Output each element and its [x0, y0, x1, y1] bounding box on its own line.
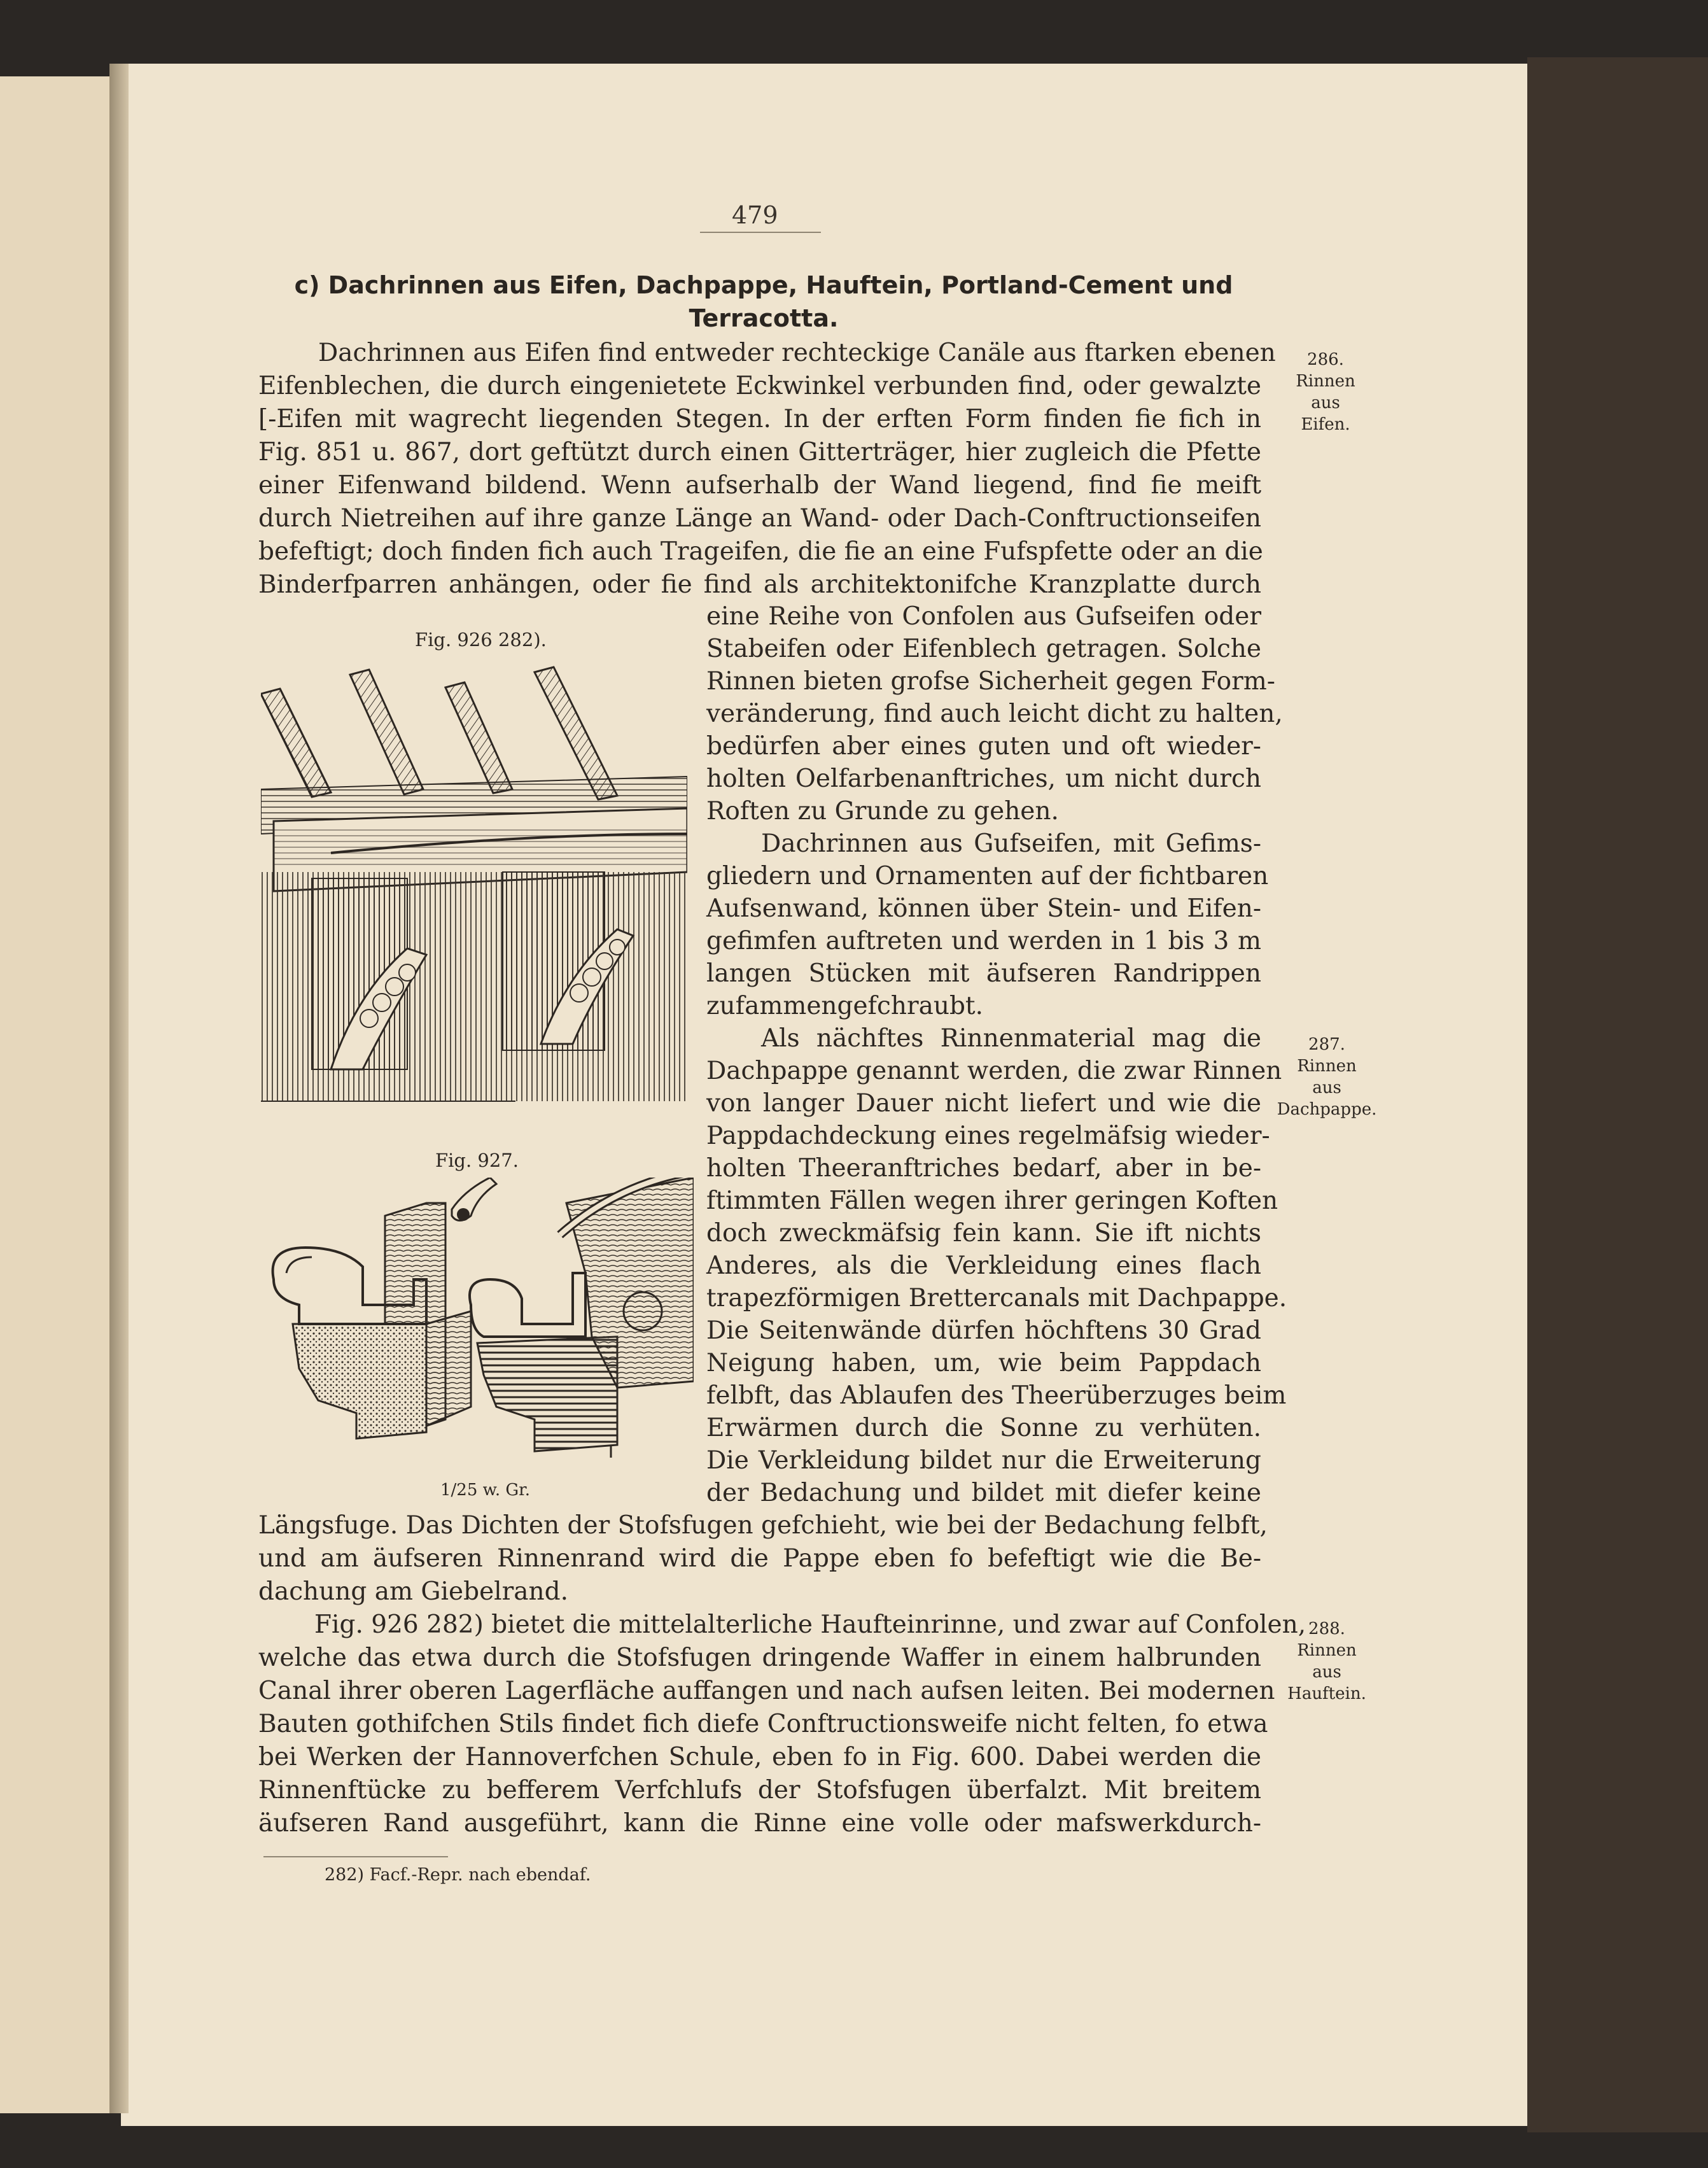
- text-line: und am äufseren Rinnenrand wird die Pappe eben fo befeftigt wie die Be-: [258, 1544, 1261, 1573]
- text-line: doch zweckmäfsig fein kann. Sie ift nichts: [706, 1219, 1261, 1248]
- text-line: gefimfen auftreten und werden in 1 bis 3 m: [706, 927, 1261, 955]
- fig-926-illustration: [261, 662, 687, 1120]
- section-heading: [255, 269, 1273, 335]
- text-line: eine Reihe von Confolen aus Gufseifen oder: [706, 602, 1261, 631]
- book-cover-edge: [1527, 57, 1708, 2132]
- margin-note-line: aus: [1312, 1663, 1341, 1682]
- footnote-rule: [263, 1856, 448, 1857]
- text-line: Roften zu Grunde zu gehen.: [706, 797, 1059, 826]
- text-line: bei Werken der Hannoverfchen Schule, eben fo in Fig. 600. Dabei werden die: [258, 1743, 1261, 1771]
- margin-note-number: 288.: [1308, 1619, 1345, 1638]
- text-line: Dachrinnen aus Gufseifen, mit Gefims-: [761, 829, 1261, 858]
- page-number: 479: [732, 201, 778, 229]
- margin-note-line: Rinnen: [1297, 1641, 1357, 1660]
- text-line: Fig. 926 282) bietet die mittelalterliche Haufteinrinne, und zwar auf Confolen,: [314, 1610, 1306, 1639]
- text-line: befeftigt; doch finden fich auch Trageifen, die fie an eine Fufspfette oder an die: [258, 537, 1263, 566]
- text-line: Dachpappe genannt werden, die zwar Rinnen: [706, 1057, 1282, 1085]
- margin-note-number: 286.: [1307, 350, 1344, 369]
- fig-926-caption: Fig. 926 282).: [415, 629, 547, 651]
- text-line: welche das etwa durch die Stofsfugen dringende Waffer in einem halbrunden: [258, 1644, 1261, 1672]
- text-line: Aufsenwand, können über Stein- und Eifen-: [706, 894, 1261, 923]
- heading-line-1: c) Dachrinnen aus Eifen, Dachpappe, Hauftein, Portland-Cement und: [294, 271, 1233, 299]
- text-line: [-Eifen mit wagrecht liegenden Stegen. In der erften Form finden fie fich in: [258, 405, 1261, 433]
- text-line: Dachrinnen aus Eifen find entweder rechteckige Canäle aus ftarken ebenen: [318, 339, 1276, 367]
- margin-note-line: Rinnen: [1296, 372, 1355, 391]
- text-line: Rinnen bieten grofse Sicherheit gegen Form-: [706, 667, 1275, 696]
- text-line: dachung am Giebelrand.: [258, 1577, 569, 1606]
- text-line: durch Nietreihen auf ihre ganze Länge an Wand- oder Dach-Conftructionseifen: [258, 504, 1261, 533]
- text-line: veränderung, find auch leicht dicht zu halten,: [706, 700, 1283, 728]
- text-line: Rinnenftücke zu befferem Verfchlufs der Stofsfugen überfalzt. Mit breitem: [258, 1776, 1261, 1805]
- left-page-edge: [0, 76, 115, 2113]
- text-line: Canal ihrer oberen Lagerfläche auffangen und nach aufsen leiten. Bei modernen: [258, 1677, 1275, 1705]
- margin-note-line: aus: [1311, 393, 1340, 412]
- text-line: langen Stücken mit äufseren Randrippen: [706, 959, 1261, 988]
- text-line: Binderfparren anhängen, oder fie find als architektonifche Kranzplatte durch: [258, 570, 1261, 599]
- text-line: von langer Dauer nicht liefert und wie die: [706, 1089, 1261, 1118]
- margin-note-line: Rinnen: [1297, 1057, 1357, 1076]
- footnote: 282) Facf.-Repr. nach ebendaf.: [325, 1865, 591, 1885]
- text-line: Längsfuge. Das Dichten der Stofsfugen gefchieht, wie bei der Bedachung felbft,: [258, 1511, 1268, 1540]
- text-line: zufammengefchraubt.: [706, 992, 983, 1020]
- text-line: bedürfen aber eines guten und oft wieder-: [706, 732, 1261, 761]
- margin-note-line: Dachpappe.: [1277, 1100, 1377, 1119]
- text-line: Eifenblechen, die durch eingenietete Eckwinkel verbunden find, oder gewalzte: [258, 372, 1261, 400]
- text-line: äufseren Rand ausgeführt, kann die Rinne eine volle oder mafswerkdurch-: [258, 1809, 1261, 1838]
- text-line: holten Oelfarbenanftriches, um nicht durch: [706, 764, 1261, 793]
- text-line: Pappdachdeckung eines regelmäfsig wieder-: [706, 1122, 1270, 1150]
- heading-line-2: Terracotta.: [689, 304, 839, 332]
- text-line: Erwärmen durch die Sonne zu verhüten.: [706, 1414, 1261, 1442]
- page-number-rule: [700, 232, 821, 233]
- text-line: Stabeifen oder Eifenblech getragen. Solche: [706, 635, 1261, 663]
- margin-note-286: [1284, 349, 1367, 435]
- text-line: einer Eifenwand bildend. Wenn aufserhalb der Wand liegend, find fie meift: [258, 471, 1261, 500]
- fig-927-caption: Fig. 927.: [435, 1150, 519, 1171]
- fig-927-illustration: [261, 1178, 694, 1470]
- fig-927-scale: 1/25 w. Gr.: [440, 1481, 530, 1500]
- text-line: der Bedachung und bildet mit diefer keine: [706, 1479, 1261, 1507]
- margin-note-line: Hauftein.: [1287, 1684, 1366, 1703]
- text-line: Als nächftes Rinnenmaterial mag die: [761, 1024, 1261, 1053]
- text-line: Die Verkleidung bildet nur die Erweiterung: [706, 1446, 1261, 1475]
- margin-note-line: aus: [1312, 1078, 1341, 1097]
- margin-note-line: Eifen.: [1301, 415, 1350, 434]
- text-line: Bauten gothifchen Stils findet fich diefe Conftructionsweife nicht felten, fo etwa: [258, 1710, 1268, 1738]
- margin-note-number: 287.: [1308, 1035, 1345, 1054]
- book-gutter: [109, 64, 129, 2113]
- text-line: Anderes, als die Verkleidung eines flach: [706, 1251, 1261, 1280]
- text-line: ftimmten Fällen wegen ihrer geringen Koften: [706, 1186, 1278, 1215]
- text-line: Die Seitenwände dürfen höchftens 30 Grad: [706, 1316, 1261, 1345]
- text-line: felbft, das Ablaufen des Theerüberzuges beim: [706, 1381, 1287, 1410]
- text-line: trapezförmigen Brettercanals mit Dachpappe.: [706, 1284, 1287, 1313]
- text-line: Neigung haben, um, wie beim Pappdach: [706, 1349, 1261, 1377]
- margin-note-288: [1279, 1618, 1375, 1705]
- margin-note-287: [1276, 1034, 1378, 1120]
- text-line: Fig. 851 u. 867, dort geftützt durch einen Gitterträger, hier zugleich die Pfette: [258, 438, 1261, 467]
- text-line: holten Theeranftriches bedarf, aber in be-: [706, 1154, 1261, 1183]
- text-line: gliedern und Ornamenten auf der fichtbaren: [706, 862, 1269, 890]
